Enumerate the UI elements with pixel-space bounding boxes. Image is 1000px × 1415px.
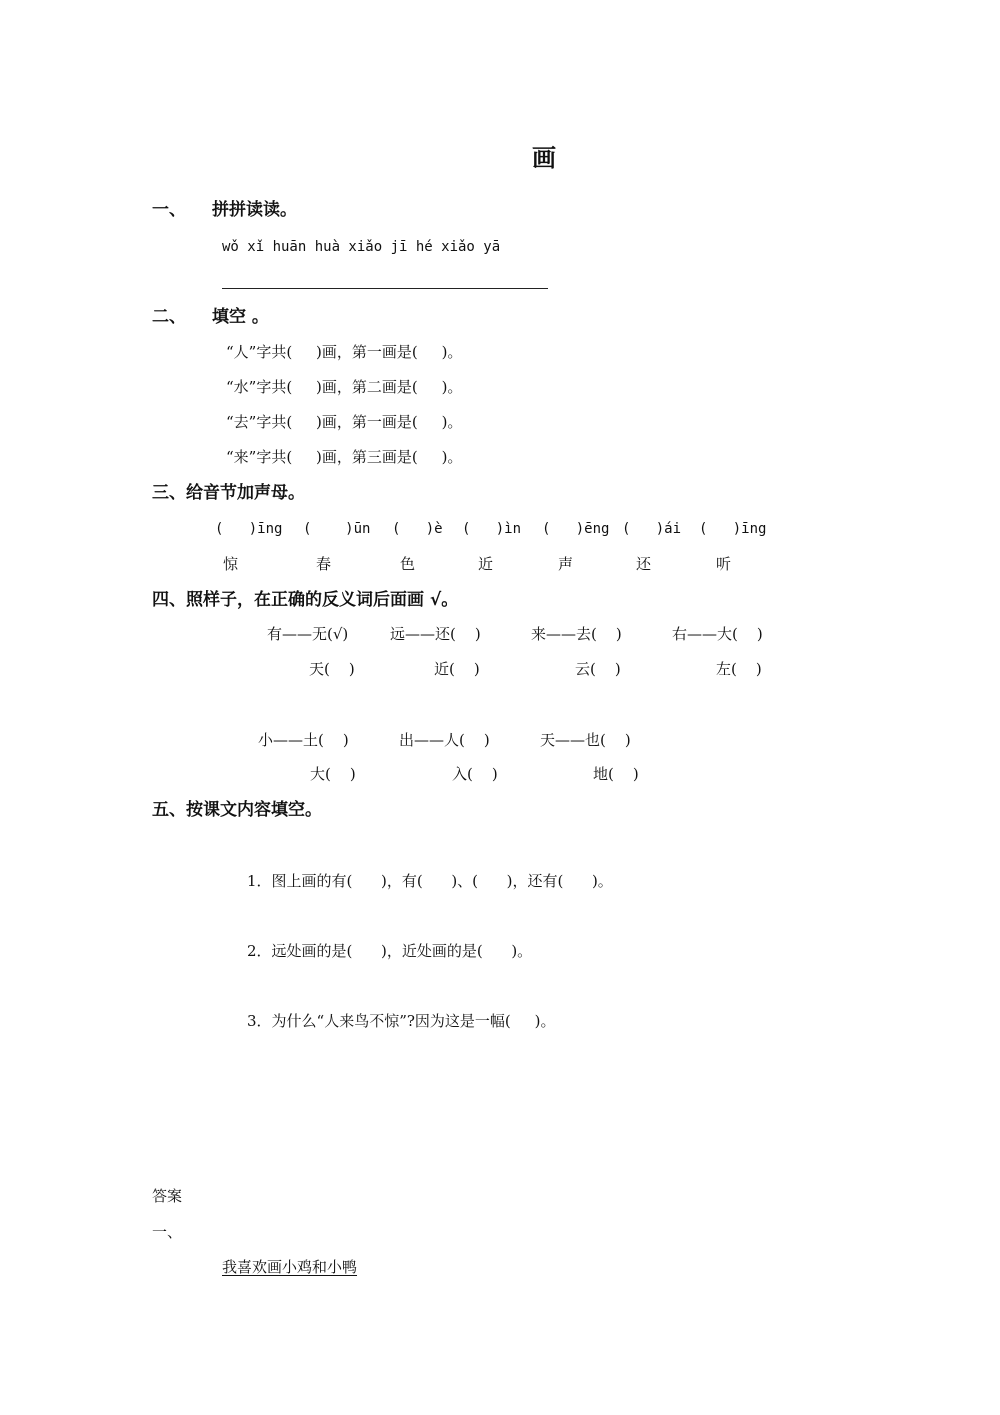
section-1-heading: 拼拼读读。 [212,200,297,220]
section-1-number: 一、 [152,200,186,220]
pinyin-blank: ( )īng [699,521,767,537]
hanzi: 春 [316,555,332,573]
antonym-option: 近( ) [434,660,480,678]
page-title: 画 [532,144,556,172]
hanzi: 色 [400,555,416,573]
question: 2．远处画的是( )，近处画的是( )。 [247,942,533,960]
antonym-pair: 远——还( ) [390,625,481,643]
antonym-option: 左( ) [716,660,762,678]
fill-row: “来”字共( )画，第三画是( )。 [226,448,463,466]
section-5-heading: 五、按课文内容填空。 [152,800,322,820]
question: 1．图上画的有( )，有( )、( )，还有( )。 [247,872,613,890]
antonym-option: 地( ) [593,765,639,783]
section-4-heading: 四、照样子，在正确的反义词后面画 √。 [152,590,459,610]
fill-row: “去”字共( )画，第一画是( )。 [226,413,463,431]
antonym-pair: 小——土( ) [258,731,349,749]
antonym-pair: 有——无(√) [267,625,349,643]
section-2-heading: 填空 。 [212,307,269,327]
section-3-heading: 三、给音节加声母。 [152,483,305,503]
section-1-pinyin: wǒ xǐ huān huà xiǎo jī hé xiǎo yā [222,239,501,255]
antonym-option: 入( ) [452,765,498,783]
answer-1: 我喜欢画小鸡和小鸭 [222,1258,358,1276]
pinyin-blank: ( )ái [622,521,682,537]
antonym-pair: 来——去( ) [531,625,622,643]
hanzi: 近 [478,555,494,573]
answers-number: 一、 [152,1223,183,1241]
antonym-pair: 右——大( ) [672,625,763,643]
antonym-option: 大( ) [310,765,356,783]
antonym-pair: 出——人( ) [399,731,490,749]
answers-label: 答案 [152,1187,183,1205]
antonym-pair: 天——也( ) [540,731,631,749]
hanzi: 听 [716,555,732,573]
antonym-option: 天( ) [309,660,355,678]
question: 3．为什么“人来鸟不惊”?因为这是一幅( )。 [247,1012,556,1030]
hanzi: 声 [558,555,574,573]
fill-row: “人”字共( )画，第一画是( )。 [226,343,463,361]
pinyin-blank: ( )ūn [303,521,371,537]
hanzi: 还 [636,555,652,573]
pinyin-blank: ( )ìn [462,521,522,537]
antonym-option: 云( ) [575,660,621,678]
pinyin-blank: ( )ēng [542,521,610,537]
pinyin-blank: ( )è [392,521,443,537]
fill-row: “水”字共( )画，第二画是( )。 [226,378,463,396]
hanzi: 惊 [223,555,239,573]
pinyin-blank: ( )īng [215,521,283,537]
answer-line[interactable] [222,288,548,289]
section-2-number: 二、 [152,307,186,327]
